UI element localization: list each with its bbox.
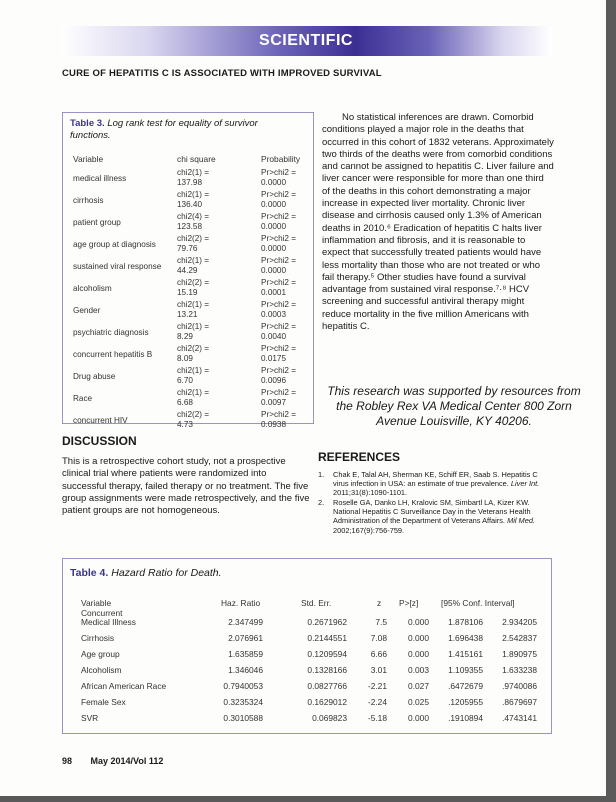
table-row	[63, 713, 551, 729]
table-row	[63, 633, 551, 649]
table-row	[63, 649, 551, 665]
table-4-header-variable: Variable	[81, 598, 112, 608]
chi-value: 136.40	[177, 199, 203, 209]
chi-value: 15.19	[177, 287, 198, 297]
row-variable: concurrent HIV	[73, 416, 128, 426]
table-3	[62, 112, 314, 429]
cell-hi: 2.542837	[502, 633, 537, 643]
chi-label: chi2(2) =	[177, 410, 210, 419]
cell-hi: 1.633238	[502, 665, 537, 675]
prob-label: Pr>chi2 =	[261, 366, 297, 375]
prob-value: 0.0000	[261, 221, 287, 231]
chi-label: chi2(1) =	[177, 300, 210, 309]
chi-label: chi2(2) =	[177, 234, 210, 243]
chi-label: chi2(1) =	[177, 256, 210, 265]
prob-value: 0.0938	[261, 419, 287, 429]
section-label: SCIENTIFIC	[259, 32, 353, 49]
table-4-header-z: z	[377, 598, 382, 608]
cell-p: 0.000	[408, 713, 429, 723]
cell-p: 0.000	[408, 633, 429, 643]
row-prob	[261, 234, 313, 253]
row-prob	[261, 344, 313, 363]
table-3-caption	[70, 118, 280, 142]
chi-label: chi2(1) =	[177, 322, 210, 331]
table-row	[63, 681, 551, 697]
table-4	[62, 558, 552, 734]
row-variable: medical illness	[73, 174, 127, 184]
chi-value: 4.73	[177, 419, 193, 429]
cell-lo: 1.696438	[448, 633, 483, 643]
cell-hi: .4743141	[502, 713, 537, 723]
row-variable: cirrhosis	[73, 196, 104, 206]
cell-variable: African American Race	[81, 681, 167, 691]
chi-label: chi2(4) =	[177, 212, 210, 221]
table-4-caption-text: Hazard Ratio for Death.	[111, 567, 222, 579]
chi-label: chi2(1) =	[177, 366, 210, 375]
prob-label: Pr>chi2 =	[261, 256, 297, 265]
cell-p: 0.000	[408, 617, 429, 627]
references-heading: REFERENCES	[318, 450, 401, 464]
table-3-header-prob: Probability	[261, 154, 301, 164]
results-paragraph: No statistical inferences are drawn. Comorbid conditions played a major role in the deaths that occurred in this cohort of 1832 veterans. Approximately two thirds of the deaths were from comorbid conditions and cannot be assigned to hepatitis C. Liver failure and liver cancer were responsible for more than one third of the deaths in this cohort demonstrating a major increase in expected liver mortality. Chronic liver disease and cirrhosis caused only 1.3% of American deaths in 2010.⁶ Eradication of hepatitis C halts liver inflammation and fibrosis, and it is reasonable to expect that successfully treated patients would have less mortality than those who are not treated or who fail therapy.⁵ Other studies have found a survival advantage from sustained viral response.⁷·⁸ HCV screening and successful antiviral therapy might reduce mortality in the five million Americans with hepatitis C.	[322, 112, 554, 333]
table-row	[63, 168, 313, 190]
discussion-heading: DISCUSSION	[62, 434, 137, 448]
reference-item	[318, 498, 554, 534]
row-variable: Drug abuse	[73, 372, 116, 382]
reference-citation: 2002;167(9):756-759.	[333, 525, 405, 535]
table-4-caption	[70, 567, 222, 579]
chi-value: 137.98	[177, 177, 203, 187]
chi-value: 6.70	[177, 375, 193, 385]
row-variable: sustained viral response	[73, 262, 162, 272]
cell-lo: 1.415161	[448, 649, 483, 659]
body-text-right	[322, 112, 554, 333]
row-chi	[177, 300, 249, 319]
cell-hr: 2.076961	[228, 633, 263, 643]
reference-journal: Liver Int.	[510, 479, 540, 489]
cell-se: 0.0827766	[307, 681, 347, 691]
row-variable: Gender	[73, 306, 101, 316]
row-prob	[261, 168, 313, 187]
row-variable: age group at diagnosis	[73, 240, 156, 250]
table-3-header-chi: chi square	[177, 154, 216, 164]
table-3-label: Table 3.	[70, 118, 105, 129]
support-note: This research was supported by resources from the Robley Rex VA Medical Center 800 Zorn Avenue Louisville, KY 40206.	[327, 384, 581, 428]
article-title: CURE OF HEPATITIS C IS ASSOCIATED WITH IMPROVED SURVIVAL	[62, 68, 382, 79]
prob-label: Pr>chi2 =	[261, 212, 297, 221]
prob-label: Pr>chi2 =	[261, 300, 297, 309]
cell-z: 6.66	[370, 649, 387, 659]
prob-value: 0.0003	[261, 309, 287, 319]
prob-label: Pr>chi2 =	[261, 278, 297, 287]
cell-variable: Medical Illness	[81, 617, 136, 627]
prob-label: Pr>chi2 =	[261, 190, 297, 199]
row-prob	[261, 410, 313, 429]
cell-variable: Alcoholism	[81, 665, 122, 675]
row-prob	[261, 388, 313, 407]
chi-value: 79.76	[177, 243, 198, 253]
cell-z: 3.01	[370, 665, 387, 675]
row-chi	[177, 234, 249, 253]
row-chi	[177, 322, 249, 341]
table-row	[63, 300, 313, 322]
chi-value: 8.29	[177, 331, 193, 341]
row-prob	[261, 256, 313, 275]
table-4-header-hr: Haz. Ratio	[221, 598, 261, 608]
table-row	[63, 190, 313, 212]
cell-lo: 1.109355	[448, 665, 483, 675]
discussion-text: This is a retrospective cohort study, not a prospective clinical trial where patients were randomized into successful therapy, failed therapy or no treatment. The five group assignments were made retrospectively, and the five patient groups are not homogeneous.	[62, 456, 310, 517]
table-4-label: Table 4.	[70, 567, 109, 579]
cell-p: 0.003	[408, 665, 429, 675]
chi-value: 8.09	[177, 353, 193, 363]
cell-p: 0.027	[408, 681, 429, 691]
table-4-header-p: P>[z]	[399, 598, 419, 608]
reference-item	[318, 470, 554, 497]
row-prob	[261, 212, 313, 231]
table-row	[63, 665, 551, 681]
cell-se: 0.2671962	[307, 617, 347, 627]
chi-value: 6.68	[177, 397, 193, 407]
prob-value: 0.0175	[261, 353, 287, 363]
row-chi	[177, 278, 249, 297]
cell-lo: .1205955	[448, 697, 483, 707]
cell-hr: 1.635859	[228, 649, 263, 659]
cell-se: 0.1209594	[307, 649, 347, 659]
references-list	[318, 470, 554, 536]
cell-p: 0.000	[408, 649, 429, 659]
table-4-header-ci: [95% Conf. Interval]	[441, 598, 515, 608]
row-chi	[177, 344, 249, 363]
cell-se: 0.2144551	[307, 633, 347, 643]
cell-hi: .8679697	[502, 697, 537, 707]
row-prob	[261, 366, 313, 385]
reference-citation: 2011;31(8):1090-1101.	[333, 488, 408, 498]
section-banner	[60, 26, 552, 56]
table-row	[63, 617, 551, 633]
row-chi	[177, 190, 249, 209]
row-prob	[261, 300, 313, 319]
cell-z: -2.24	[367, 697, 387, 707]
page-number: 98	[62, 756, 73, 766]
prob-value: 0.0000	[261, 265, 287, 275]
prob-value: 0.0000	[261, 199, 287, 209]
table-row	[63, 697, 551, 713]
issue-info: May 2014/Vol 112	[90, 756, 164, 766]
row-prob	[261, 190, 313, 209]
prob-value: 0.0040	[261, 331, 287, 341]
row-chi	[177, 212, 249, 231]
cell-variable: Cirrhosis	[81, 633, 115, 643]
table-row	[63, 322, 313, 344]
cell-hi: 1.890975	[502, 649, 537, 659]
reference-number: 2.	[318, 498, 325, 508]
cell-p: 0.025	[408, 697, 429, 707]
cell-lo: .1910894	[448, 713, 483, 723]
prob-label: Pr>chi2 =	[261, 168, 297, 177]
cell-hr: 0.7940053	[223, 681, 263, 691]
table-row	[63, 212, 313, 234]
row-variable: Race	[73, 394, 93, 404]
table-row	[63, 410, 313, 432]
cell-lo: .6472679	[448, 681, 483, 691]
prob-label: Pr>chi2 =	[261, 344, 297, 353]
row-variable: concurrent hepatitis B	[73, 350, 153, 360]
table-row	[63, 234, 313, 256]
cell-z: 7.5	[375, 617, 387, 627]
row-variable: alcoholism	[73, 284, 112, 294]
prob-value: 0.0001	[261, 287, 287, 297]
prob-value: 0.0097	[261, 397, 287, 407]
cell-hi: 2.934205	[502, 617, 537, 627]
cell-lo: 1.878106	[448, 617, 483, 627]
row-variable: patient group	[73, 218, 121, 228]
cell-hr: 1.346046	[228, 665, 263, 675]
table-row	[63, 344, 313, 366]
table-row	[63, 366, 313, 388]
row-chi	[177, 366, 249, 385]
reference-text: Chak E, Talal AH, Sherman KE, Schiff ER, Saab S. Hepatitis C virus infection in USA: an estimate of true prevalence.	[333, 470, 538, 489]
prob-label: Pr>chi2 =	[261, 388, 297, 397]
cell-z: -2.21	[367, 681, 387, 691]
page-footer	[62, 756, 179, 766]
cell-hr: 2.347499	[228, 617, 263, 627]
prob-label: Pr>chi2 =	[261, 322, 297, 331]
table-row	[63, 388, 313, 410]
chi-label: chi2(1) =	[177, 168, 210, 177]
cell-z: 7.08	[370, 633, 387, 643]
table-3-caption-text: Log rank test for equality of survivor functions.	[70, 118, 258, 141]
reference-number: 1.	[318, 470, 325, 479]
row-chi	[177, 410, 249, 429]
row-chi	[177, 256, 249, 275]
table-3-header-variable: Variable	[73, 154, 104, 164]
chi-label: chi2(1) =	[177, 388, 210, 397]
chi-value: 44.29	[177, 265, 198, 275]
cell-variable: Age group	[81, 649, 120, 659]
reference-text: Roselle GA, Danko LH, Kralovic SM, Simbartl LA, Kizer KW. National Hepatitis C Surveillance Day in the Veterans Health Administration of the Department of Veterans Affairs.	[333, 498, 531, 526]
cell-hr: 0.3010588	[223, 713, 263, 723]
cell-variable: Female Sex	[81, 697, 126, 707]
cell-se: 0.1328166	[307, 665, 347, 675]
chi-value: 123.58	[177, 221, 203, 231]
chi-label: chi2(2) =	[177, 344, 210, 353]
prob-label: Pr>chi2 =	[261, 410, 297, 419]
table-row	[63, 278, 313, 300]
row-prob	[261, 278, 313, 297]
cell-variable: SVR	[81, 713, 99, 723]
reference-journal: Mil Med.	[507, 516, 535, 526]
chi-value: 13.21	[177, 309, 198, 319]
prob-value: 0.0000	[261, 177, 287, 187]
table-row	[63, 256, 313, 278]
chi-label: chi2(2) =	[177, 278, 210, 287]
cell-hr: 0.3235324	[223, 697, 263, 707]
row-chi	[177, 388, 249, 407]
cell-hi: .9740086	[502, 681, 537, 691]
row-prob	[261, 322, 313, 341]
row-chi	[177, 168, 249, 187]
cell-se: 0.069823	[312, 713, 347, 723]
row-variable: psychiatric diagnosis	[73, 328, 149, 338]
cell-variable: Concurrent	[81, 608, 123, 618]
prob-label: Pr>chi2 =	[261, 234, 297, 243]
chi-label: chi2(1) =	[177, 190, 210, 199]
prob-value: 0.0096	[261, 375, 287, 385]
cell-z: -5.18	[367, 713, 387, 723]
table-4-header-se: Std. Err.	[301, 598, 332, 608]
cell-se: 0.1629012	[307, 697, 347, 707]
prob-value: 0.0000	[261, 243, 287, 253]
